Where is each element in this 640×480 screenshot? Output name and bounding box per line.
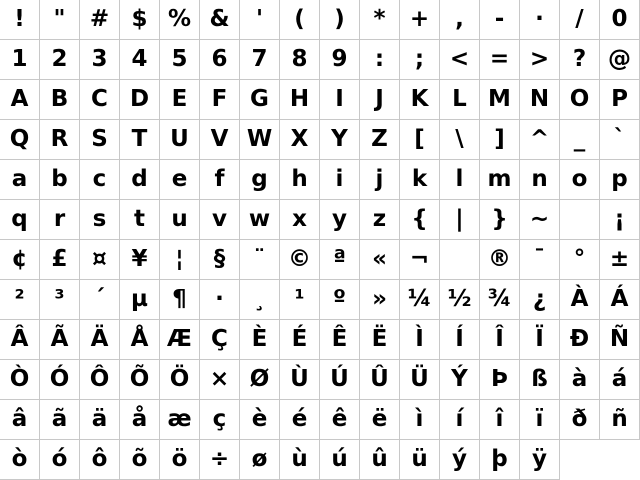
glyph-cell: Á	[600, 280, 640, 320]
glyph-cell: m	[480, 160, 520, 200]
glyph-cell: 9	[320, 40, 360, 80]
glyph-cell: A	[0, 80, 40, 120]
glyph-cell: ¹	[280, 280, 320, 320]
glyph-cell: T	[120, 120, 160, 160]
glyph-cell: î	[480, 400, 520, 440]
glyph-cell: Ñ	[600, 320, 640, 360]
glyph-cell: ï	[520, 400, 560, 440]
glyph-cell: ¬	[400, 240, 440, 280]
glyph-cell: +	[400, 0, 440, 40]
glyph-cell: õ	[120, 440, 160, 480]
glyph-cell: 1	[0, 40, 40, 80]
glyph-cell: Û	[360, 360, 400, 400]
glyph-cell: e	[160, 160, 200, 200]
glyph-cell: (	[280, 0, 320, 40]
glyph-cell: n	[520, 160, 560, 200]
glyph-cell: Þ	[480, 360, 520, 400]
glyph-cell: Ç	[200, 320, 240, 360]
glyph-cell: ,	[440, 0, 480, 40]
glyph-cell: =	[480, 40, 520, 80]
glyph-cell: Í	[440, 320, 480, 360]
glyph-cell: -	[480, 0, 520, 40]
glyph-cell: l	[440, 160, 480, 200]
glyph-cell: º	[320, 280, 360, 320]
glyph-cell: ¯	[520, 240, 560, 280]
glyph-cell: @	[600, 40, 640, 80]
glyph-cell: ü	[400, 440, 440, 480]
glyph-cell: 0	[600, 0, 640, 40]
glyph-cell: ê	[320, 400, 360, 440]
glyph-cell: ä	[80, 400, 120, 440]
glyph-cell: 6	[200, 40, 240, 80]
glyph-cell: [	[400, 120, 440, 160]
glyph-cell: "	[40, 0, 80, 40]
glyph-cell: C	[80, 80, 120, 120]
glyph-cell: ·	[520, 0, 560, 40]
glyph-cell: w	[240, 200, 280, 240]
glyph-cell: ø	[240, 440, 280, 480]
glyph-cell: þ	[480, 440, 520, 480]
glyph-cell: ù	[280, 440, 320, 480]
glyph-cell: Z	[360, 120, 400, 160]
glyph-cell: k	[400, 160, 440, 200]
glyph-cell: L	[440, 80, 480, 120]
glyph-cell	[560, 200, 600, 240]
glyph-cell: Â	[0, 320, 40, 360]
glyph-cell: g	[240, 160, 280, 200]
glyph-cell: »	[360, 280, 400, 320]
glyph-cell: Å	[120, 320, 160, 360]
glyph-cell: E	[160, 80, 200, 120]
glyph-cell: \	[440, 120, 480, 160]
glyph-cell: Ó	[40, 360, 80, 400]
glyph-cell: o	[560, 160, 600, 200]
glyph-cell: Ë	[360, 320, 400, 360]
glyph-cell: >	[520, 40, 560, 80]
glyph-cell: Ì	[400, 320, 440, 360]
glyph-cell: 5	[160, 40, 200, 80]
glyph-cell: *	[360, 0, 400, 40]
glyph-cell: Ö	[160, 360, 200, 400]
glyph-cell: À	[560, 280, 600, 320]
glyph-cell: ®	[480, 240, 520, 280]
glyph-cell: å	[120, 400, 160, 440]
glyph-cell: X	[280, 120, 320, 160]
glyph-cell: a	[0, 160, 40, 200]
glyph-cell: _	[560, 120, 600, 160]
glyph-cell: <	[440, 40, 480, 80]
glyph-cell: Ø	[240, 360, 280, 400]
glyph-cell: |	[440, 200, 480, 240]
glyph-cell: i	[320, 160, 360, 200]
glyph-cell: è	[240, 400, 280, 440]
glyph-cell: d	[120, 160, 160, 200]
glyph-cell: ó	[40, 440, 80, 480]
glyph-cell: Y	[320, 120, 360, 160]
glyph-cell: B	[40, 80, 80, 120]
glyph-cell: b	[40, 160, 80, 200]
glyph-cell: F	[200, 80, 240, 120]
glyph-cell: °	[560, 240, 600, 280]
glyph-cell: 7	[240, 40, 280, 80]
glyph-cell: S	[80, 120, 120, 160]
glyph-cell: ´	[80, 280, 120, 320]
glyph-cell: É	[280, 320, 320, 360]
glyph-cell: ì	[400, 400, 440, 440]
glyph-cell: «	[360, 240, 400, 280]
glyph-cell: ß	[520, 360, 560, 400]
glyph-cell: 3	[80, 40, 120, 80]
glyph-cell: ÷	[200, 440, 240, 480]
glyph-cell: ñ	[600, 400, 640, 440]
glyph-cell: Ô	[80, 360, 120, 400]
glyph-cell: ¤	[80, 240, 120, 280]
glyph-cell: W	[240, 120, 280, 160]
glyph-cell: Õ	[120, 360, 160, 400]
glyph-cell: Q	[0, 120, 40, 160]
glyph-cell: ô	[80, 440, 120, 480]
glyph-cell: ª	[320, 240, 360, 280]
glyph-cell: ý	[440, 440, 480, 480]
glyph-cell: Æ	[160, 320, 200, 360]
glyph-cell: 8	[280, 40, 320, 80]
glyph-cell: ?	[560, 40, 600, 80]
glyph-cell: Ü	[400, 360, 440, 400]
glyph-cell: x	[280, 200, 320, 240]
glyph-cell: z	[360, 200, 400, 240]
glyph-cell: ¼	[400, 280, 440, 320]
glyph-cell: é	[280, 400, 320, 440]
glyph-cell: M	[480, 80, 520, 120]
glyph-cell: {	[400, 200, 440, 240]
glyph-cell: £	[40, 240, 80, 280]
glyph-cell: Ú	[320, 360, 360, 400]
glyph-cell: /	[560, 0, 600, 40]
glyph-cell: æ	[160, 400, 200, 440]
glyph-cell: K	[400, 80, 440, 120]
glyph-cell: !	[0, 0, 40, 40]
glyph-cell: Ä	[80, 320, 120, 360]
glyph-cell: I	[320, 80, 360, 120]
glyph-cell: à	[560, 360, 600, 400]
glyph-cell: ±	[600, 240, 640, 280]
glyph-cell: #	[80, 0, 120, 40]
glyph-cell: ¨	[240, 240, 280, 280]
glyph-cell: ¡	[600, 200, 640, 240]
glyph-cell: Ý	[440, 360, 480, 400]
glyph-cell: 4	[120, 40, 160, 80]
glyph-cell: â	[0, 400, 40, 440]
glyph-cell: V	[200, 120, 240, 160]
glyph-cell: Ð	[560, 320, 600, 360]
glyph-cell: q	[0, 200, 40, 240]
glyph-cell: ·	[200, 280, 240, 320]
glyph-cell: ë	[360, 400, 400, 440]
glyph-cell: $	[120, 0, 160, 40]
glyph-cell: ¢	[0, 240, 40, 280]
glyph-cell: ²	[0, 280, 40, 320]
glyph-cell: Ï	[520, 320, 560, 360]
glyph-cell: `	[600, 120, 640, 160]
glyph-cell: ³	[40, 280, 80, 320]
glyph-cell: %	[160, 0, 200, 40]
glyph-cell	[440, 240, 480, 280]
glyph-cell: ú	[320, 440, 360, 480]
glyph-cell: Ê	[320, 320, 360, 360]
glyph-cell: µ	[120, 280, 160, 320]
glyph-cell: ×	[200, 360, 240, 400]
glyph-cell: ö	[160, 440, 200, 480]
glyph-cell: í	[440, 400, 480, 440]
glyph-cell: ¦	[160, 240, 200, 280]
glyph-cell: P	[600, 80, 640, 120]
glyph-cell: ã	[40, 400, 80, 440]
glyph-cell: û	[360, 440, 400, 480]
glyph-cell: s	[80, 200, 120, 240]
glyph-cell: ç	[200, 400, 240, 440]
glyph-cell: ¶	[160, 280, 200, 320]
glyph-cell: ©	[280, 240, 320, 280]
glyph-cell: O	[560, 80, 600, 120]
glyph-cell: f	[200, 160, 240, 200]
glyph-cell: ]	[480, 120, 520, 160]
glyph-cell: p	[600, 160, 640, 200]
glyph-cell: :	[360, 40, 400, 80]
glyph-cell: È	[240, 320, 280, 360]
glyph-cell: ÿ	[520, 440, 560, 480]
glyph-cell: R	[40, 120, 80, 160]
glyph-cell: ~	[520, 200, 560, 240]
glyph-cell: ¿	[520, 280, 560, 320]
glyph-cell: §	[200, 240, 240, 280]
glyph-cell: )	[320, 0, 360, 40]
glyph-cell: }	[480, 200, 520, 240]
glyph-cell: H	[280, 80, 320, 120]
glyph-cell: j	[360, 160, 400, 200]
glyph-cell: J	[360, 80, 400, 120]
glyph-cell: v	[200, 200, 240, 240]
glyph-cell: Ù	[280, 360, 320, 400]
glyph-cell: &	[200, 0, 240, 40]
glyph-cell: u	[160, 200, 200, 240]
glyph-cell: ò	[0, 440, 40, 480]
glyph-cell: '	[240, 0, 280, 40]
glyph-cell: ¾	[480, 280, 520, 320]
glyph-cell: á	[600, 360, 640, 400]
glyph-cell: r	[40, 200, 80, 240]
glyph-cell: Ã	[40, 320, 80, 360]
glyph-cell: ;	[400, 40, 440, 80]
glyph-cell-empty	[600, 440, 640, 480]
glyph-cell: ½	[440, 280, 480, 320]
glyph-cell: U	[160, 120, 200, 160]
glyph-cell: ¥	[120, 240, 160, 280]
glyph-cell: D	[120, 80, 160, 120]
glyph-cell: Î	[480, 320, 520, 360]
glyph-cell: t	[120, 200, 160, 240]
glyph-cell: N	[520, 80, 560, 120]
glyph-cell: ¸	[240, 280, 280, 320]
glyph-cell: G	[240, 80, 280, 120]
glyph-cell: y	[320, 200, 360, 240]
glyph-cell: 2	[40, 40, 80, 80]
glyph-cell: ^	[520, 120, 560, 160]
glyph-cell: Ò	[0, 360, 40, 400]
glyph-cell-empty	[560, 440, 600, 480]
glyph-cell: ð	[560, 400, 600, 440]
glyph-cell: c	[80, 160, 120, 200]
glyph-cell: h	[280, 160, 320, 200]
